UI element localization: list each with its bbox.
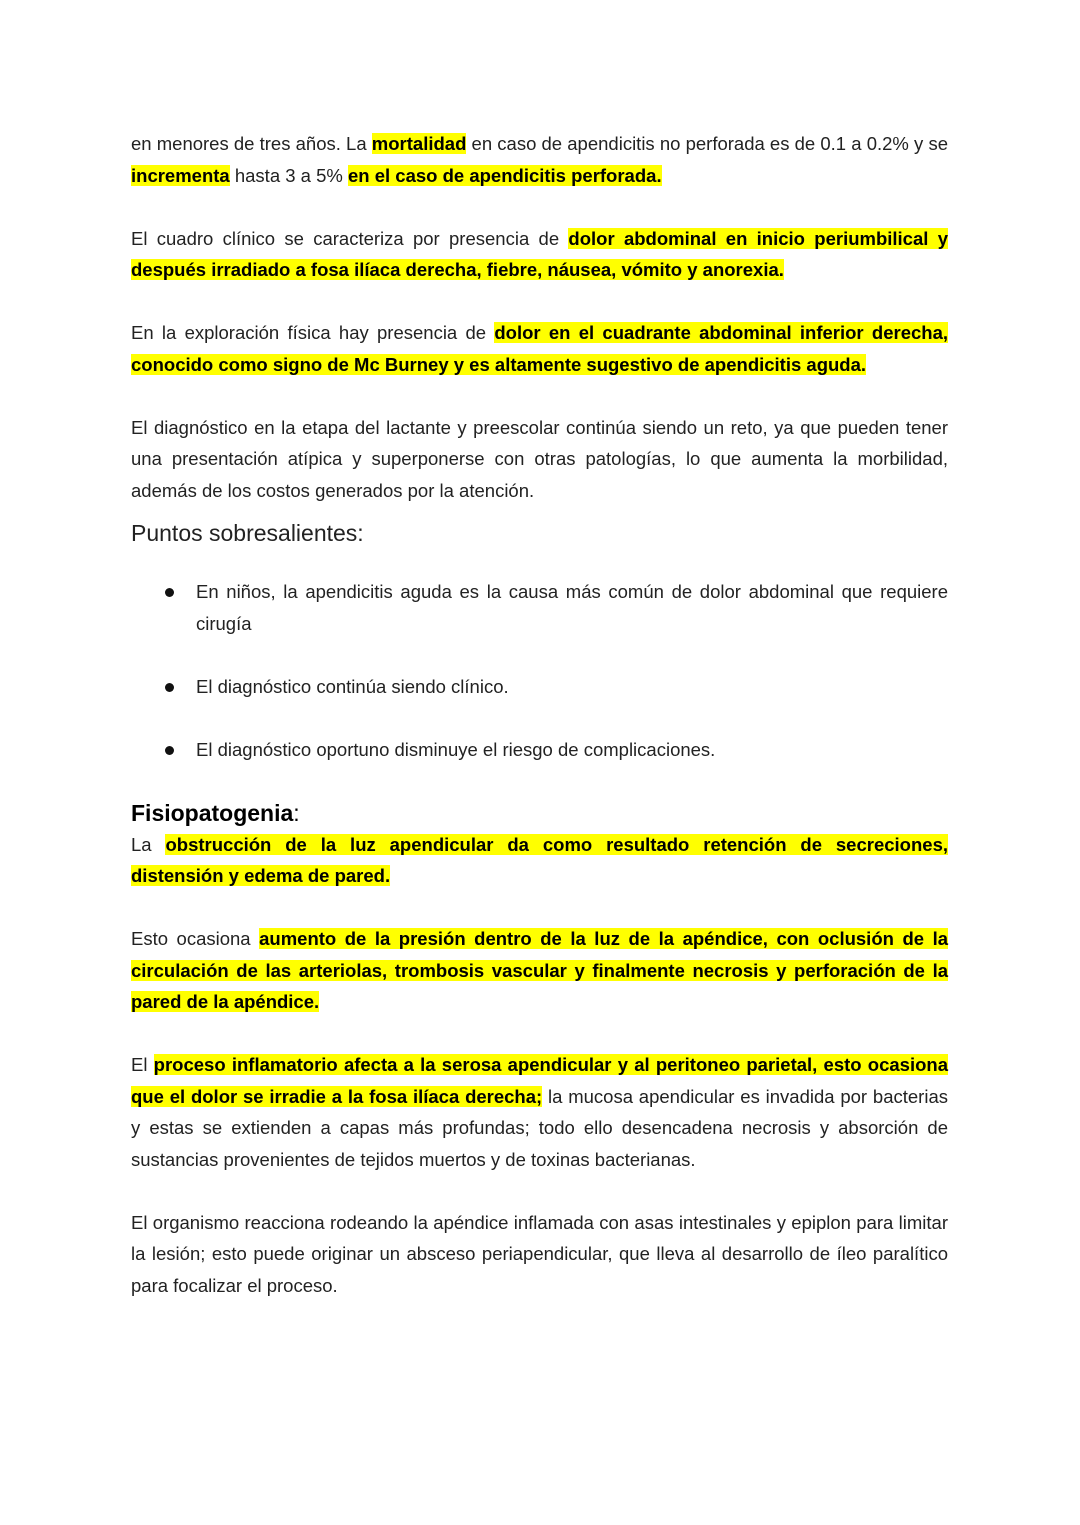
paragraph-cuadro-clinico	[131, 223, 948, 286]
puntos-sobresalientes-heading: Puntos sobresalientes:	[131, 520, 364, 546]
paragraph-diagnostico: El diagnóstico en la etapa del lactante y preescolar continúa siendo un reto, ya que pueden tener una presentación atípica y superponerse con otras patologías, lo que aumenta la morbilidad, además de los costos generados por la atención.	[131, 416, 948, 501]
puntos-list	[131, 576, 948, 765]
highlight-mortalidad: mortalidad	[371, 133, 467, 154]
list-item-text: En niños, la apendicitis aguda es la causa más común de dolor abdominal que requiere cirugía	[196, 581, 948, 634]
text-run: la mucosa apendicular es invadida por bacterias y estas se extienden a capas más profundas; todo ello desencadena necrosis y absorción de sustancias provenientes de tejidos muertos y de toxinas bacterianas.	[131, 1085, 948, 1170]
highlight-perforada: en el caso de apendicitis perforada.	[348, 164, 662, 186]
list-item	[131, 576, 948, 639]
paragraph-mortalidad	[131, 128, 948, 191]
text-run: En la exploración física hay presencia de	[131, 322, 495, 343]
text-run: en menores de tres años. La	[131, 133, 372, 154]
text-run: La	[131, 833, 166, 855]
heading-colon: :	[293, 799, 300, 826]
highlight-proceso-inflamatorio: proceso inflamatorio afecta a la serosa apendicular y al peritoneo parietal, esto ocasiona que el dolor se irradie a la fosa ilíaca derecha;	[131, 1054, 948, 1107]
paragraph-presion	[131, 923, 948, 1018]
list-item-text: El diagnóstico oportuno disminuye el riesgo de complicaciones.	[196, 738, 716, 760]
text-run: El	[131, 1054, 154, 1075]
list-item	[131, 734, 948, 766]
highlight-obstruccion: obstrucción de la luz apendicular da como resultado retención de secreciones, distensión y edema de pared.	[131, 833, 948, 886]
text-run: El cuadro clínico se caracteriza por presencia de	[131, 227, 569, 249]
highlight-mc-burney: dolor en el cuadrante abdominal inferior derecha, conocido como signo de Mc Burney y es altamente sugestivo de apendicitis aguda.	[131, 322, 949, 375]
list-item	[131, 671, 948, 703]
text-run: hasta 3 a 5%	[229, 164, 348, 186]
fisiopatogenia-title: Fisiopatogenia	[131, 799, 294, 826]
highlight-presion: aumento de la presión dentro de la luz de la apéndice, con oclusión de la circulación de las arteriolas, trombosis vascular y finalmente necrosis y perforación de la pared de la apéndice.	[131, 928, 948, 1012]
paragraph-exploracion-fisica	[131, 317, 948, 380]
list-item-text: El diagnóstico continúa siendo clínico.	[196, 675, 509, 697]
paragraph-organismo: El organismo reacciona rodeando la apéndice inflamada con asas intestinales y epiplon para limitar la lesión; esto puede originar un absceso periapendicular, que lleva al desarrollo de íleo paralítico para focalizar el proceso.	[131, 1211, 948, 1296]
highlight-dolor-abdominal: dolor abdominal en inicio periumbilical y después irradiado a fosa ilíaca derecha, fiebre, náusea, vómito y anorexia.	[131, 227, 948, 280]
bullet-icon	[165, 683, 174, 692]
paragraph-proceso-inflamatorio	[131, 1049, 948, 1175]
paragraph-obstruccion	[131, 829, 948, 892]
highlight-incrementa: incrementa	[131, 164, 230, 186]
bullet-icon	[165, 588, 174, 597]
bullet-icon	[165, 746, 174, 755]
text-run: en caso de apendicitis no perforada es de 0.1 a 0.2% y se	[466, 133, 948, 154]
text-run: Esto ocasiona	[131, 928, 260, 949]
fisiopatogenia-heading	[131, 797, 948, 829]
document-page	[131, 128, 948, 1301]
